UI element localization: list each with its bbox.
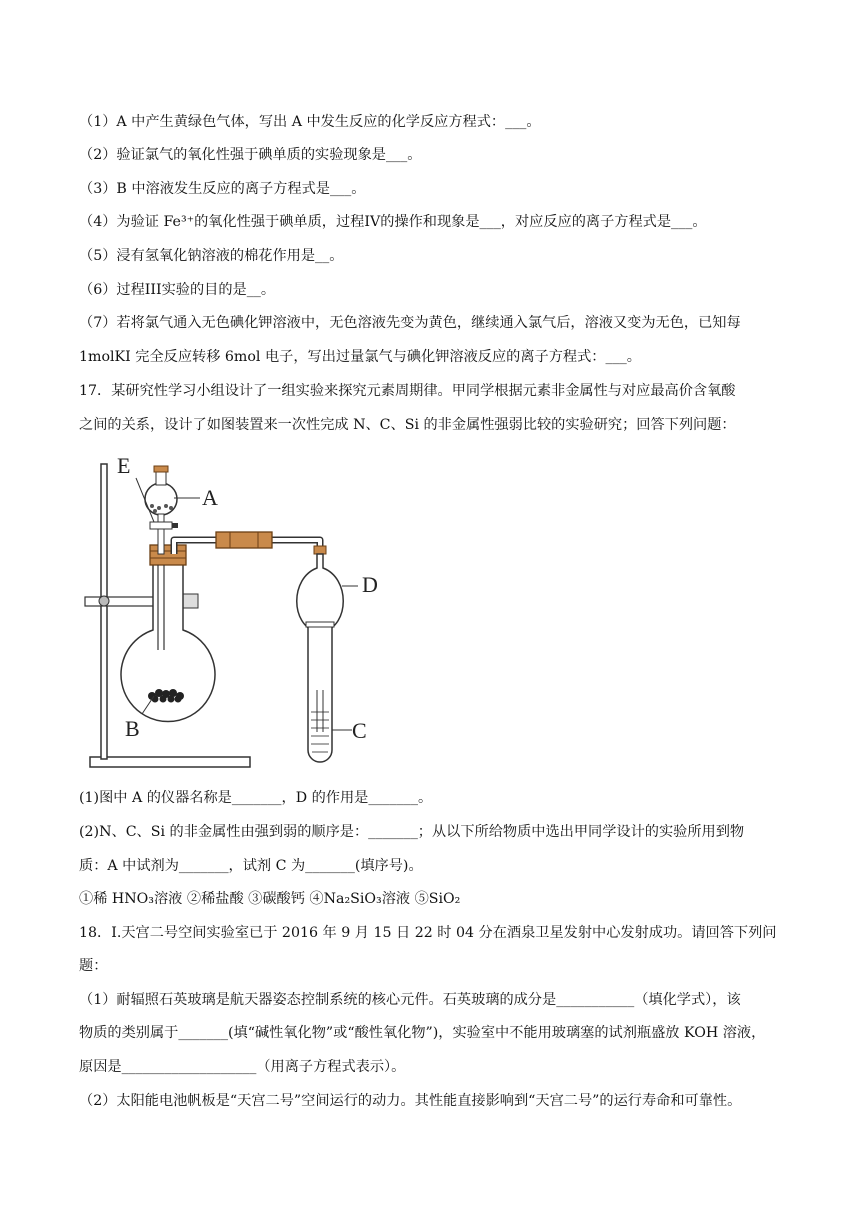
line-3: （3）B 中溶液发生反应的离子方程式是___。 [79, 181, 366, 197]
q17-part-1: (1)图中 A 的仪器名称是_______，D 的作用是_______。 [79, 790, 433, 806]
q18-part-1-line-1: （1）耐辐照石英玻璃是航天器姿态控制系统的核心元件。石英玻璃的成分是___________（填化学式），该 [79, 992, 741, 1008]
q17-part-2-line-1: (2)N、C、Si 的非金属性由强到弱的顺序是：_______；从以下所给物质中选出甲同学设计的实验所用到物 [79, 824, 745, 840]
label-D: D [362, 572, 378, 597]
label-B: B [125, 716, 140, 741]
line-1: （1）A 中产生黄绿色气体，写出 A 中发生反应的化学反应方程式：___。 [79, 114, 541, 130]
label-A: A [202, 485, 218, 510]
label-C: C [352, 718, 367, 743]
q18-part-2: （2）太阳能电池帆板是“天宫二号”空间运行的动力。其性能直接影响到“天宫二号”的运行寿命和可靠性。 [79, 1093, 742, 1109]
apparatus-figure [80, 450, 440, 775]
question-18-line-1: 18．I.天宫二号空间实验室已于 2016 年 9 月 15 日 22 时 04 分在酒泉卫星发射中心发射成功。请回答下列问 [79, 925, 777, 941]
clamp-screw [99, 596, 109, 606]
stand-base [90, 757, 250, 767]
rubber-stopper [150, 545, 186, 565]
q18-part-1-line-2: 物质的类别属于_______(填“碱性氧化物”或“酸性氧化物”)，实验室中不能用玻璃塞的试剂瓶盛放 KOH 溶液， [79, 1025, 766, 1041]
q17-options: ①稀 HNO₃溶液 ②稀盐酸 ③碳酸钙 ④Na₂SiO₃溶液 ⑤SiO₂ [79, 891, 461, 907]
question-17-line-1: 17．某研究性学习小组设计了一组实验来探究元素周期律。甲同学根据元素非金属性与对应最高价含氧酸 [79, 383, 736, 399]
question-18-line-2: 题： [79, 958, 108, 974]
question-17-line-2: 之间的关系，设计了如图装置来一次性完成 N、C、Si 的非金属性强弱比较的实验研究；回答下列问题： [79, 417, 736, 433]
line-8: 1molKI 完全反应转移 6mol 电子，写出过量氯气与碘化钾溶液反应的离子方程式：___。 [79, 349, 641, 365]
stand-rod [101, 464, 107, 759]
test-tube [308, 625, 332, 762]
separatory-funnel [145, 483, 177, 515]
q17-part-2-line-2: 质：A 中试剂为_______，试剂 C 为_______(填序号)。 [79, 858, 423, 874]
q18-part-1-line-3: 原因是___________________（用离子方程式表示）。 [79, 1059, 406, 1075]
label-E: E [117, 453, 131, 478]
line-4: （4）为验证 Fe³⁺的氧化性强于碘单质，过程IV的操作和现象是___，对应反应的离子方程式是___。 [79, 214, 707, 230]
stopcock [150, 522, 172, 529]
rubber-connector [216, 532, 272, 548]
line-2: （2）验证氯气的氧化性强于碘单质的实验现象是___。 [79, 147, 422, 163]
line-6: （6）过程III实验的目的是__。 [79, 282, 276, 298]
line-5: （5）浸有氢氧化钠溶液的棉花作用是__。 [79, 248, 344, 264]
line-7: （7）若将氯气通入无色碘化钾溶液中，无色溶液先变为黄色，继续通入氯气后，溶液又变为无色，已知每 [79, 315, 741, 331]
